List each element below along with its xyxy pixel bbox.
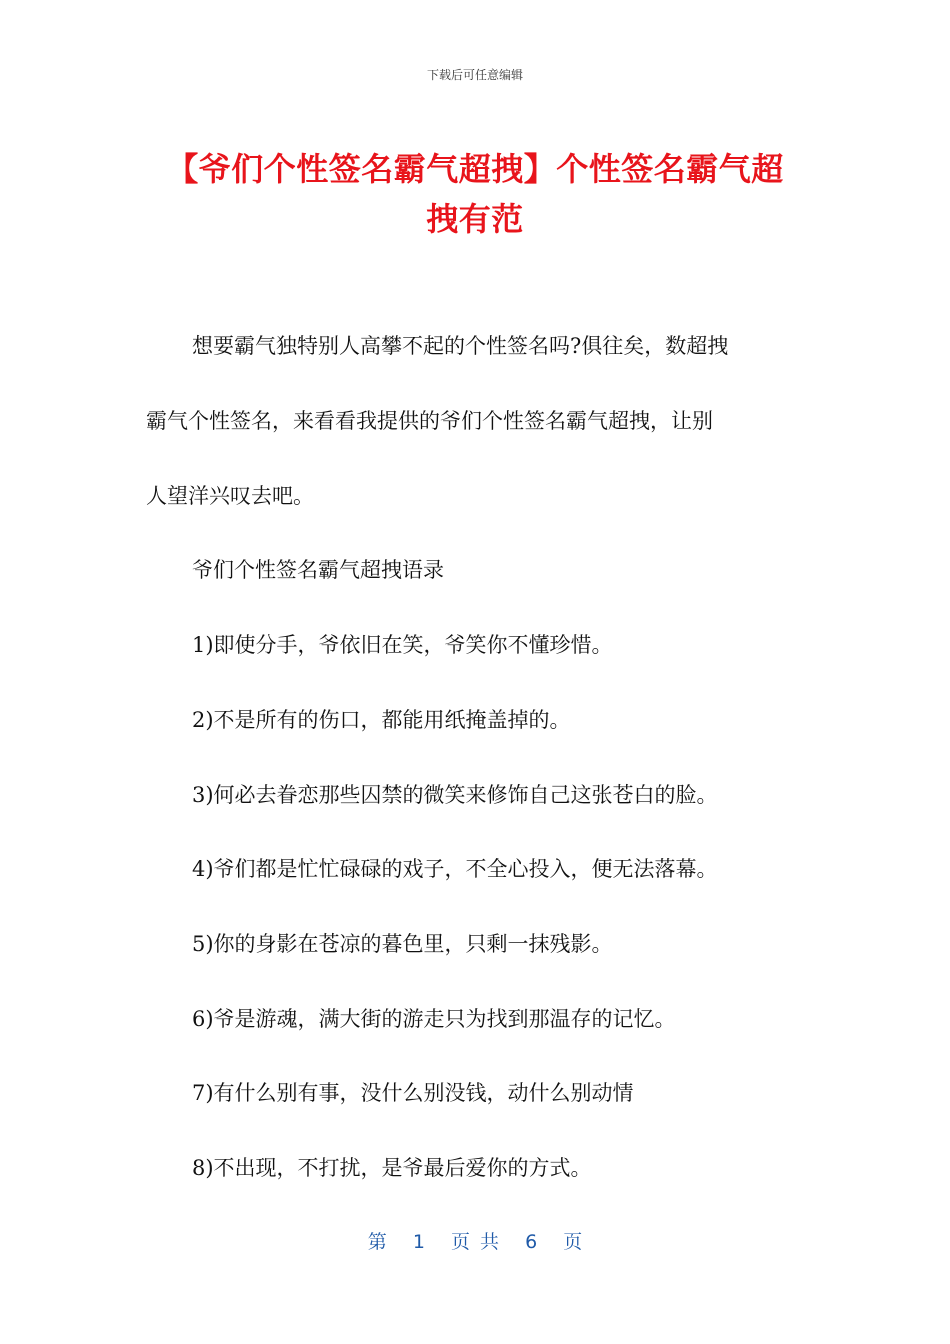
quote-item: 1)即使分手，爷依旧在笑，爷笑你不懂珍惜。 <box>192 633 613 657</box>
document-title <box>120 144 830 244</box>
footer-middle: 页 共 <box>450 1231 500 1253</box>
section-heading: 爷们个性签名霸气超拽语录 <box>192 558 444 582</box>
quote-item: 8)不出现，不打扰，是爷最后爱你的方式。 <box>192 1156 592 1180</box>
page-footer <box>0 1227 950 1254</box>
footer-total-pages: 6 <box>525 1231 538 1253</box>
intro-line-1: 想要霸气独特别人高攀不起的个性签名吗?俱往矣，数超拽 <box>192 334 729 358</box>
intro-line-3: 人望洋兴叹去吧。 <box>146 484 314 508</box>
footer-prefix: 第 <box>367 1231 387 1253</box>
footer-current-page: 1 <box>412 1231 425 1253</box>
intro-line-2: 霸气个性签名，来看看我提供的爷们个性签名霸气超拽，让别 <box>146 409 713 433</box>
title-line-1: 【爷们个性签名霸气超拽】个性签名霸气超 <box>166 150 784 188</box>
quote-item: 5)你的身影在苍凉的暮色里，只剩一抹残影。 <box>192 932 613 956</box>
quote-item: 3)何必去眷恋那些囚禁的微笑来修饰自己这张苍白的脸。 <box>192 783 718 807</box>
footer-suffix: 页 <box>563 1231 583 1253</box>
quote-item: 6)爷是游魂，满大街的游走只为找到那温存的记忆。 <box>192 1007 676 1031</box>
quote-item: 7)有什么别有事，没什么别没钱，动什么别动情 <box>192 1081 634 1105</box>
quote-item: 2)不是所有的伤口，都能用纸掩盖掉的。 <box>192 708 571 732</box>
title-line-2: 拽有范 <box>426 200 524 238</box>
quote-item: 4)爷们都是忙忙碌碌的戏子，不全心投入，便无法落幕。 <box>192 857 718 881</box>
header-note: 下载后可任意编辑 <box>426 68 523 82</box>
